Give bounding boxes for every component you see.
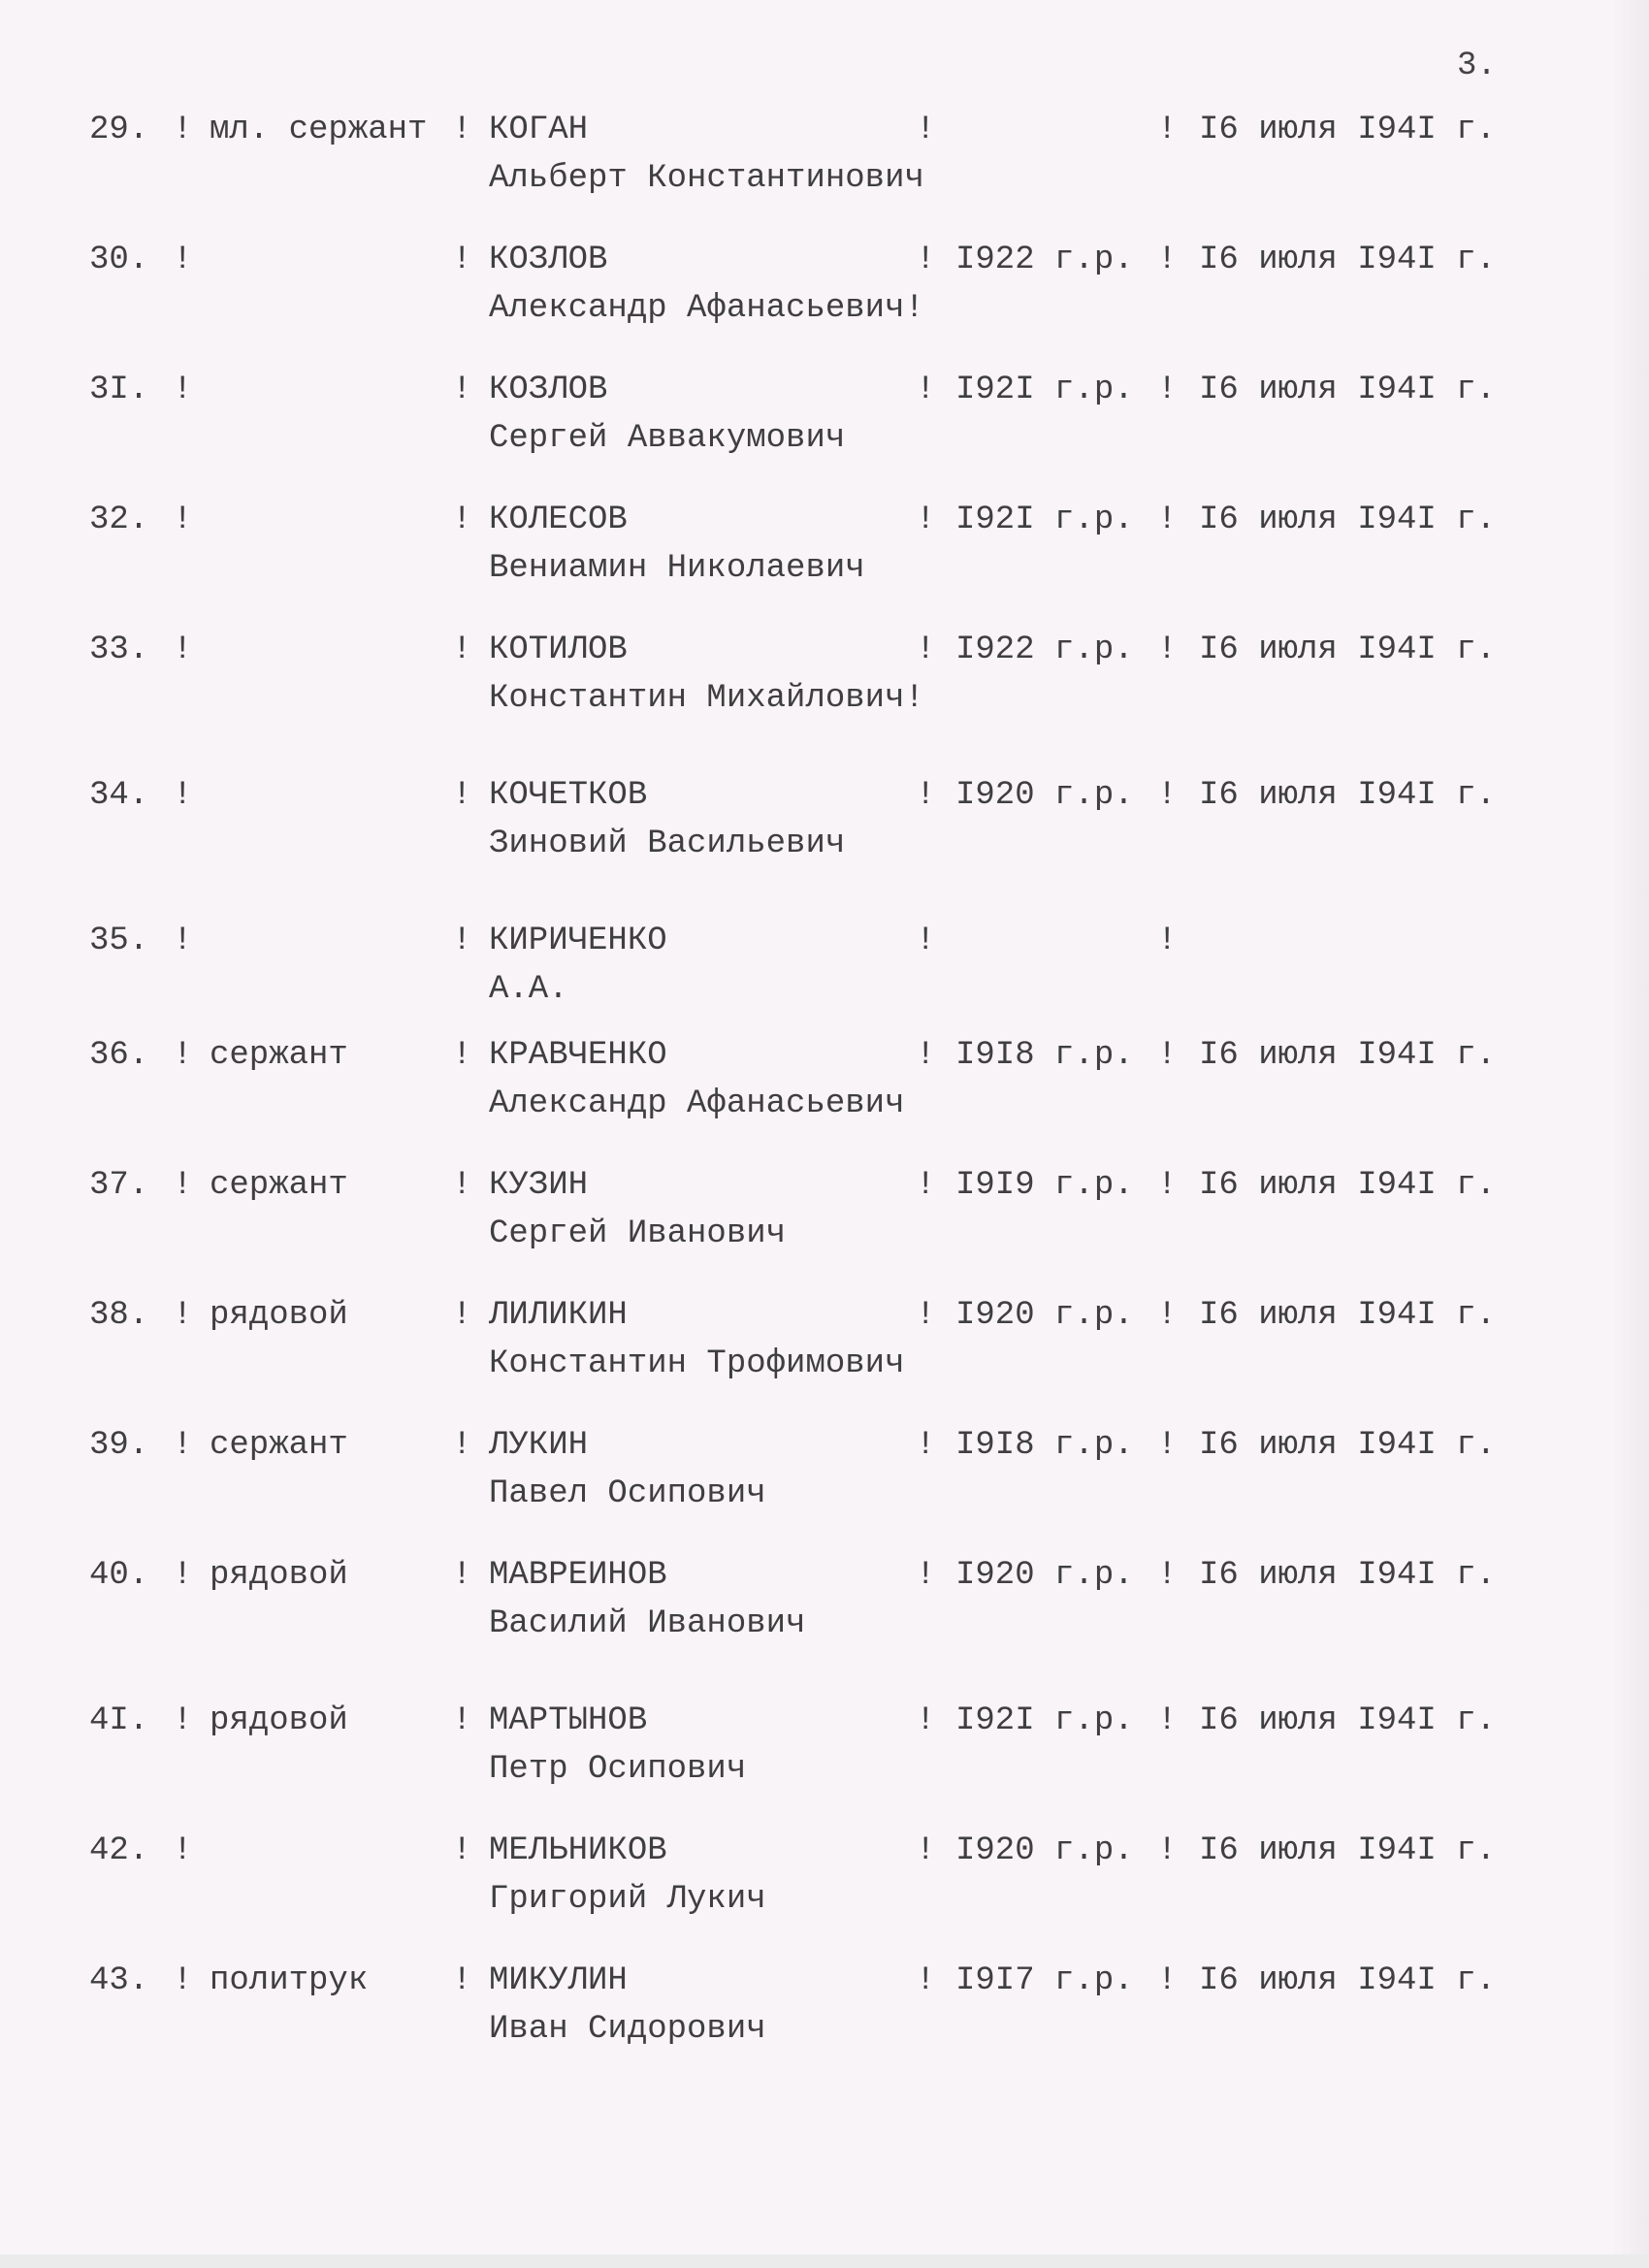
missing-date: I6 июля I94I г. (1199, 1557, 1497, 1594)
missing-date: I6 июля I94I г. (1199, 632, 1497, 668)
entry-number: 30. (89, 242, 149, 278)
entry-number: 38. (89, 1297, 149, 1334)
column-separator: ! (1157, 242, 1178, 278)
missing-date: I6 июля I94I г. (1199, 1037, 1497, 1074)
column-separator: ! (1157, 1832, 1178, 1869)
column-separator: ! (916, 372, 936, 408)
column-separator: ! (452, 1167, 472, 1204)
column-separator: ! (916, 1962, 936, 1999)
column-separator: ! (916, 502, 936, 538)
column-separator: ! (173, 777, 193, 814)
birth-year: I920 г.р. (955, 777, 1134, 814)
given-name-patronymic: Альберт Константинович (489, 160, 924, 197)
birth-year: I9I8 г.р. (955, 1427, 1134, 1464)
surname: КОЧЕТКОВ (489, 777, 648, 814)
military-rank: политрук (210, 1962, 369, 1999)
scan-bottom-strip (0, 2254, 1649, 2268)
surname: МИКУЛИН (489, 1962, 628, 1999)
column-separator: ! (916, 112, 936, 148)
surname: КОЛЕСОВ (489, 502, 628, 538)
birth-year: I92I г.р. (955, 1702, 1134, 1739)
birth-year: I9I8 г.р. (955, 1037, 1134, 1074)
military-rank: сержант (210, 1037, 348, 1074)
birth-year: I9I9 г.р. (955, 1167, 1134, 1204)
given-name-patronymic: А.А. (489, 971, 568, 1008)
column-separator: ! (916, 242, 936, 278)
military-rank: сержант (210, 1167, 348, 1204)
column-separator: ! (1157, 1557, 1178, 1594)
surname: КОТИЛОВ (489, 632, 628, 668)
missing-date: I6 июля I94I г. (1199, 1297, 1497, 1334)
column-separator: ! (452, 923, 472, 959)
column-separator: ! (173, 1557, 193, 1594)
column-separator: ! (173, 242, 193, 278)
missing-date: I6 июля I94I г. (1199, 112, 1497, 148)
column-separator: ! (916, 923, 936, 959)
column-separator: ! (916, 1832, 936, 1869)
entry-number: 4I. (89, 1702, 149, 1739)
entry-number: 32. (89, 502, 149, 538)
given-name-patronymic: Сергей Иванович (489, 1215, 787, 1252)
given-name-patronymic: Константин Трофимович (489, 1345, 905, 1382)
column-separator: ! (452, 1832, 472, 1869)
column-separator: ! (452, 1037, 472, 1074)
column-separator: ! (452, 372, 472, 408)
column-separator: ! (173, 1427, 193, 1464)
column-separator: ! (1157, 372, 1178, 408)
column-separator: ! (1157, 632, 1178, 668)
entry-number: 36. (89, 1037, 149, 1074)
missing-date: I6 июля I94I г. (1199, 242, 1497, 278)
column-separator: ! (173, 632, 193, 668)
surname: МАРТЫНОВ (489, 1702, 648, 1739)
entry-number: 35. (89, 923, 149, 959)
given-name-patronymic: Александр Афанасьевич! (489, 290, 924, 327)
missing-date: I6 июля I94I г. (1199, 777, 1497, 814)
military-rank: рядовой (210, 1702, 348, 1739)
column-separator: ! (452, 1702, 472, 1739)
given-name-patronymic: Вениамин Николаевич (489, 550, 865, 587)
column-separator: ! (916, 1427, 936, 1464)
entry-number: 3I. (89, 372, 149, 408)
military-rank: рядовой (210, 1557, 348, 1594)
page-edge-shadow (1610, 0, 1649, 2268)
column-separator: ! (1157, 1297, 1178, 1334)
column-separator: ! (916, 1702, 936, 1739)
birth-year: I922 г.р. (955, 242, 1134, 278)
column-separator: ! (916, 777, 936, 814)
given-name-patronymic: Зиновий Васильевич (489, 826, 846, 862)
column-separator: ! (1157, 502, 1178, 538)
surname: ЛИЛИКИН (489, 1297, 628, 1334)
surname: КОГАН (489, 112, 589, 148)
entry-number: 42. (89, 1832, 149, 1869)
birth-year: I9I7 г.р. (955, 1962, 1134, 1999)
entry-number: 39. (89, 1427, 149, 1464)
surname: КУЗИН (489, 1167, 589, 1204)
column-separator: ! (452, 1962, 472, 1999)
column-separator: ! (173, 1167, 193, 1204)
column-separator: ! (173, 923, 193, 959)
birth-year: I920 г.р. (955, 1557, 1134, 1594)
column-separator: ! (1157, 777, 1178, 814)
missing-date: I6 июля I94I г. (1199, 1167, 1497, 1204)
column-separator: ! (452, 502, 472, 538)
column-separator: ! (452, 1427, 472, 1464)
column-separator: ! (916, 1167, 936, 1204)
surname: ЛУКИН (489, 1427, 589, 1464)
column-separator: ! (916, 1297, 936, 1334)
given-name-patronymic: Иван Сидорович (489, 2011, 766, 2048)
given-name-patronymic: Павел Осипович (489, 1475, 766, 1512)
column-separator: ! (1157, 1962, 1178, 1999)
surname: КИРИЧЕНКО (489, 923, 667, 959)
missing-date: I6 июля I94I г. (1199, 1702, 1497, 1739)
column-separator: ! (173, 372, 193, 408)
column-separator: ! (452, 632, 472, 668)
birth-year: I92I г.р. (955, 372, 1134, 408)
column-separator: ! (1157, 1167, 1178, 1204)
column-separator: ! (452, 777, 472, 814)
missing-date: I6 июля I94I г. (1199, 1427, 1497, 1464)
entry-number: 37. (89, 1167, 149, 1204)
column-separator: ! (452, 1557, 472, 1594)
entry-number: 43. (89, 1962, 149, 1999)
column-separator: ! (173, 1037, 193, 1074)
birth-year: I922 г.р. (955, 632, 1134, 668)
column-separator: ! (1157, 112, 1178, 148)
surname: МАВРЕИНОВ (489, 1557, 667, 1594)
given-name-patronymic: Григорий Лукич (489, 1881, 766, 1918)
surname: КОЗЛОВ (489, 372, 608, 408)
birth-year: I920 г.р. (955, 1832, 1134, 1869)
column-separator: ! (173, 502, 193, 538)
surname: МЕЛЬНИКОВ (489, 1832, 667, 1869)
entry-number: 40. (89, 1557, 149, 1594)
missing-date: I6 июля I94I г. (1199, 1962, 1497, 1999)
page-number: 3. (1457, 48, 1497, 84)
column-separator: ! (173, 1297, 193, 1334)
column-separator: ! (916, 1037, 936, 1074)
column-separator: ! (1157, 923, 1178, 959)
column-separator: ! (1157, 1037, 1178, 1074)
missing-date: I6 июля I94I г. (1199, 1832, 1497, 1869)
military-rank: мл. сержант (210, 112, 428, 148)
column-separator: ! (916, 1557, 936, 1594)
column-separator: ! (1157, 1702, 1178, 1739)
entry-number: 34. (89, 777, 149, 814)
column-separator: ! (173, 112, 193, 148)
military-rank: рядовой (210, 1297, 348, 1334)
given-name-patronymic: Василий Иванович (489, 1605, 806, 1642)
entry-number: 33. (89, 632, 149, 668)
missing-date: I6 июля I94I г. (1199, 372, 1497, 408)
column-separator: ! (173, 1832, 193, 1869)
column-separator: ! (173, 1962, 193, 1999)
entry-number: 29. (89, 112, 149, 148)
missing-date: I6 июля I94I г. (1199, 502, 1497, 538)
given-name-patronymic: Сергей Аввакумович (489, 420, 846, 457)
column-separator: ! (173, 1702, 193, 1739)
given-name-patronymic: Александр Афанасьевич (489, 1085, 905, 1122)
surname: КОЗЛОВ (489, 242, 608, 278)
column-separator: ! (452, 1297, 472, 1334)
column-separator: ! (452, 242, 472, 278)
birth-year: I920 г.р. (955, 1297, 1134, 1334)
birth-year: I92I г.р. (955, 502, 1134, 538)
surname: КРАВЧЕНКО (489, 1037, 667, 1074)
column-separator: ! (452, 112, 472, 148)
given-name-patronymic: Константин Михайлович! (489, 680, 924, 717)
military-rank: сержант (210, 1427, 348, 1464)
column-separator: ! (1157, 1427, 1178, 1464)
column-separator: ! (916, 632, 936, 668)
given-name-patronymic: Петр Осипович (489, 1751, 747, 1788)
